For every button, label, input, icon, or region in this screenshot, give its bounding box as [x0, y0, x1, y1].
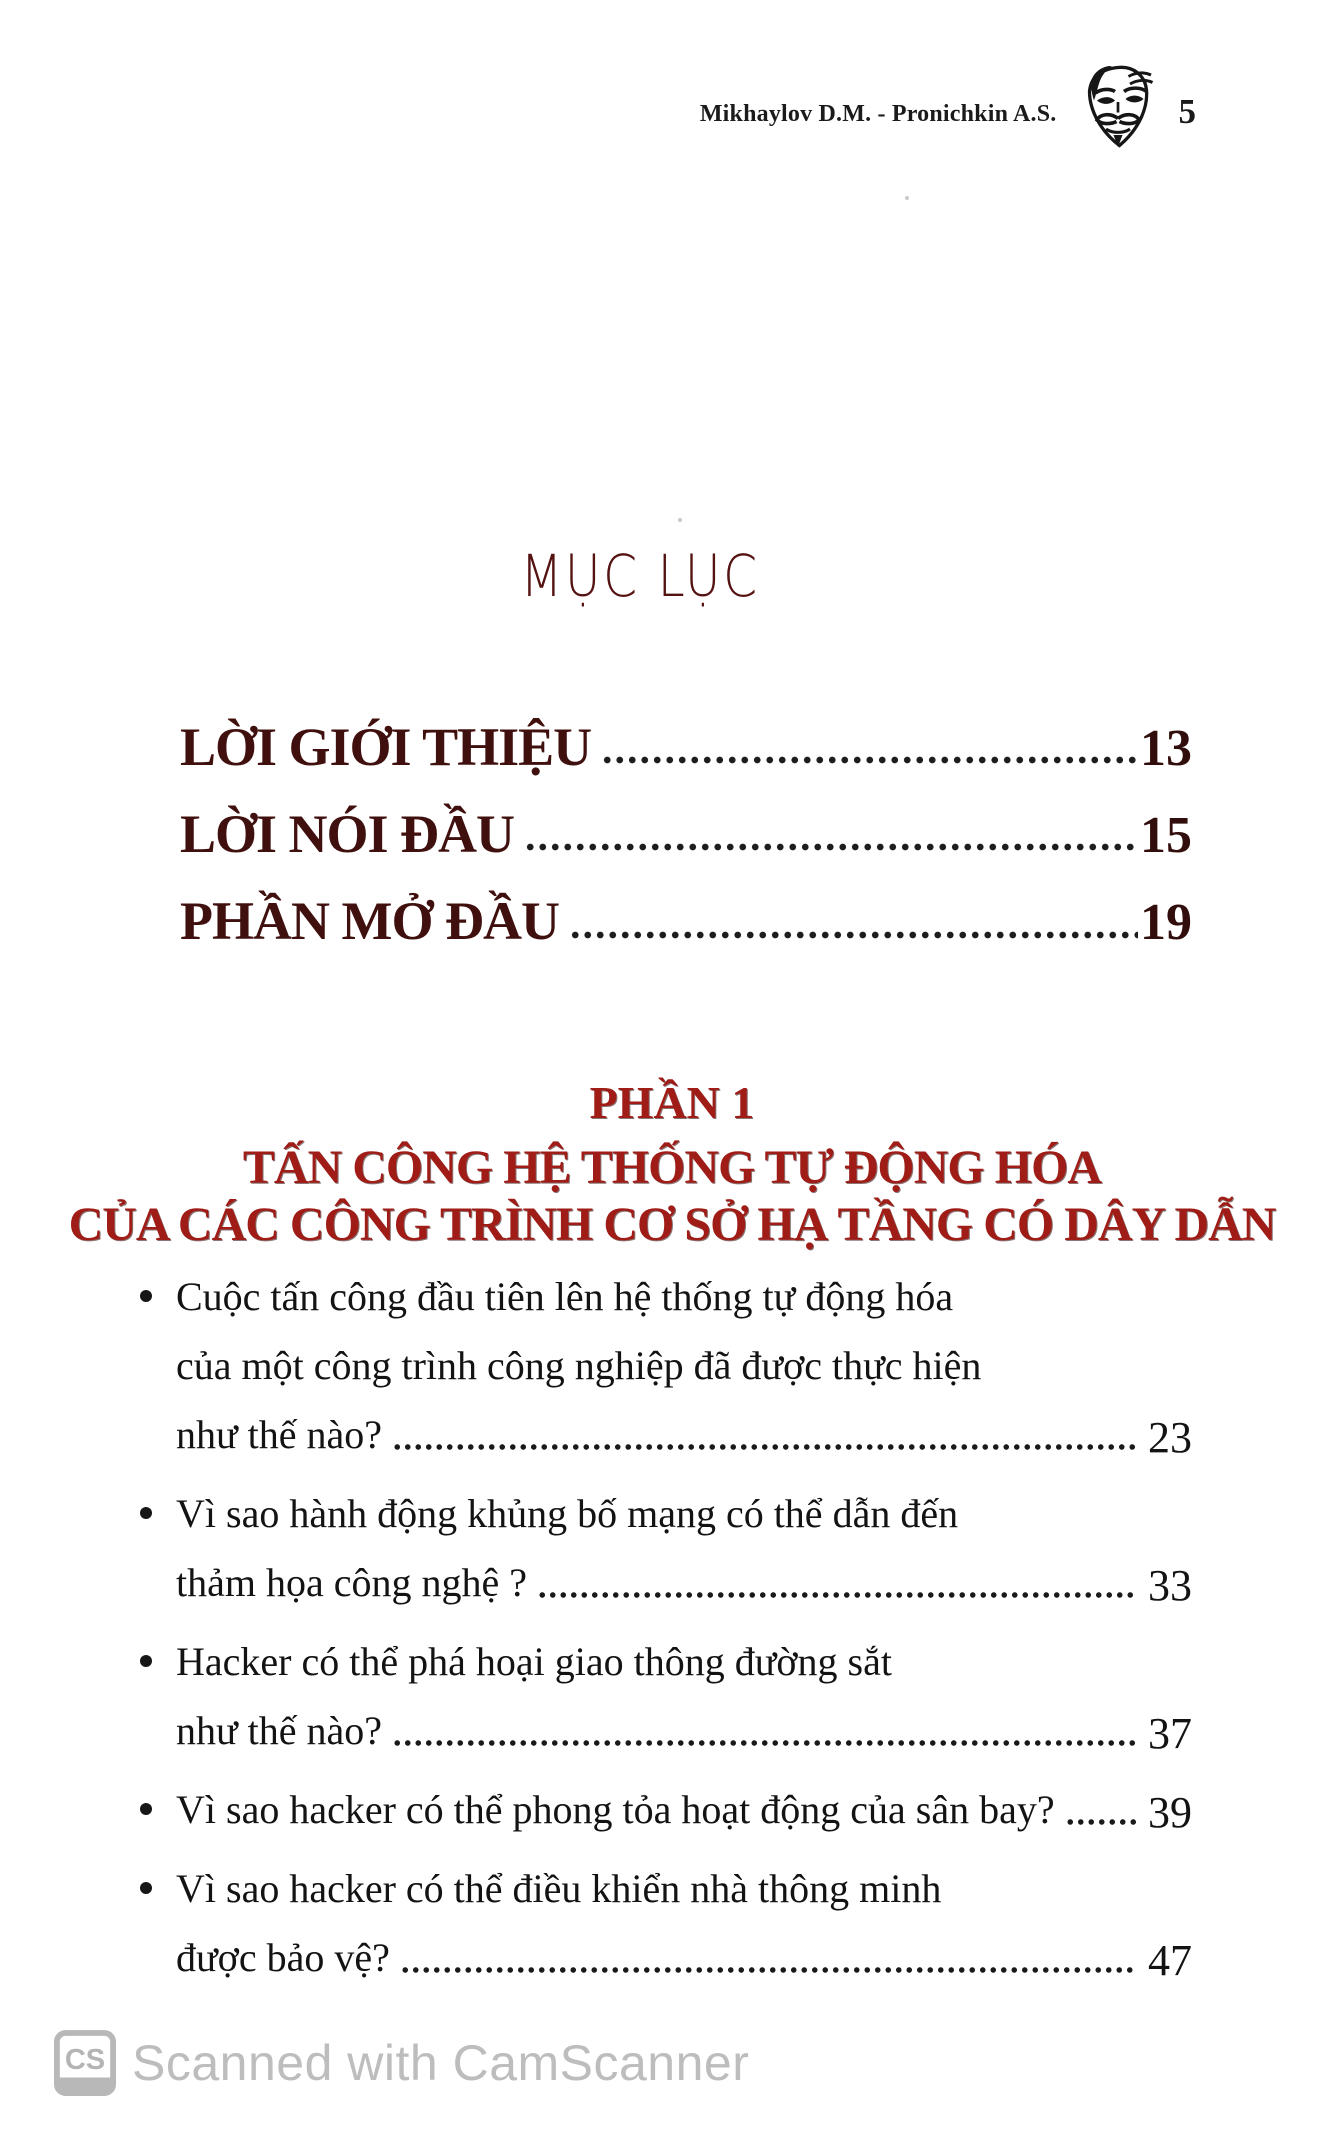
- part-title-line-2: CỦA CÁC CÔNG TRÌNH CƠ SỞ HẠ TẦNG CÓ DÂY DẪN: [68, 1198, 1276, 1251]
- dot-leader: [537, 1588, 1136, 1602]
- camscanner-watermark: [54, 2030, 749, 2096]
- toc-entry: [180, 799, 1192, 869]
- toc-entry-list: [138, 1262, 1192, 2002]
- scan-speck: [678, 518, 682, 522]
- part-title-line-1: TẤN CÔNG HỆ THỐNG TỰ ĐỘNG HÓA: [242, 1141, 1102, 1194]
- item-line: Cuộc tấn công đầu tiên lên hệ thống tự động hóa: [176, 1274, 954, 1319]
- item-line: như thế nào?: [176, 1708, 383, 1753]
- dot-leader: [569, 927, 1138, 943]
- dot-leader: [524, 839, 1138, 855]
- item-line: Vì sao hành động khủng bố mạng có thể dẫn đến: [176, 1491, 959, 1536]
- part-heading: [0, 1076, 1344, 1253]
- watermark-text: Scanned with CamScanner: [132, 2035, 750, 2091]
- dot-leader: [400, 1963, 1136, 1977]
- entry-page-number: 33: [1148, 1561, 1192, 1610]
- toc-item: [138, 1775, 1192, 1844]
- toc-item: [138, 1854, 1192, 1992]
- header-authors: Mikhaylov D.M. - Pronichkin A.S.: [699, 100, 1057, 127]
- entry-page-number: 37: [1148, 1709, 1192, 1758]
- bullet-icon: [140, 1290, 152, 1302]
- item-line: được bảo vệ?: [176, 1935, 390, 1980]
- page-number: 5: [1178, 92, 1196, 131]
- bullet-icon: [140, 1655, 152, 1667]
- entry-label: LỜI GIỚI THIỆU: [180, 717, 592, 777]
- scan-speck: [905, 196, 909, 200]
- bullet-icon: [140, 1803, 152, 1815]
- entry-label: PHẦN MỞ ĐẦU: [180, 891, 559, 952]
- entry-page-number: 47: [1148, 1936, 1192, 1985]
- toc-title: MỤC LỤC: [520, 542, 760, 610]
- front-matter-list: [180, 712, 1192, 974]
- item-line: thảm họa công nghệ ?: [176, 1560, 527, 1605]
- entry-page-number: 15: [1140, 806, 1192, 864]
- entry-page-number: 23: [1148, 1413, 1192, 1462]
- dot-leader: [392, 1736, 1136, 1750]
- toc-item: [138, 1262, 1192, 1469]
- entry-page-number: 13: [1140, 719, 1192, 777]
- bullet-icon: [140, 1882, 152, 1894]
- toc-entry: [180, 712, 1192, 782]
- entry-page-number: 19: [1140, 893, 1192, 951]
- item-line: của một công trình công nghiệp đã được thực hiện: [176, 1343, 982, 1388]
- entry-page-number: 39: [1148, 1788, 1192, 1837]
- page-header: [700, 58, 1196, 158]
- dot-leader: [1065, 1815, 1136, 1829]
- item-line: Vì sao hacker có thể điều khiển nhà thông minh: [176, 1866, 942, 1911]
- guy-fawkes-mask-icon: [1079, 63, 1157, 153]
- item-line: như thế nào?: [176, 1412, 383, 1457]
- part-number: PHẦN 1: [589, 1077, 755, 1128]
- toc-entry: [180, 886, 1192, 956]
- entry-label: LỜI NÓI ĐẦU: [180, 804, 515, 865]
- dot-leader: [392, 1440, 1136, 1454]
- toc-item: [138, 1627, 1192, 1765]
- dot-leader: [601, 752, 1138, 768]
- item-line: Hacker có thể phá hoại giao thông đường sắt: [176, 1639, 892, 1684]
- item-line: Vì sao hacker có thể phong tỏa hoạt động của sân bay?: [176, 1787, 1055, 1832]
- toc-item: [138, 1479, 1192, 1617]
- camscanner-icon: [54, 2030, 116, 2096]
- camscanner-icon-label: CS: [64, 2043, 106, 2076]
- bullet-icon: [140, 1507, 152, 1519]
